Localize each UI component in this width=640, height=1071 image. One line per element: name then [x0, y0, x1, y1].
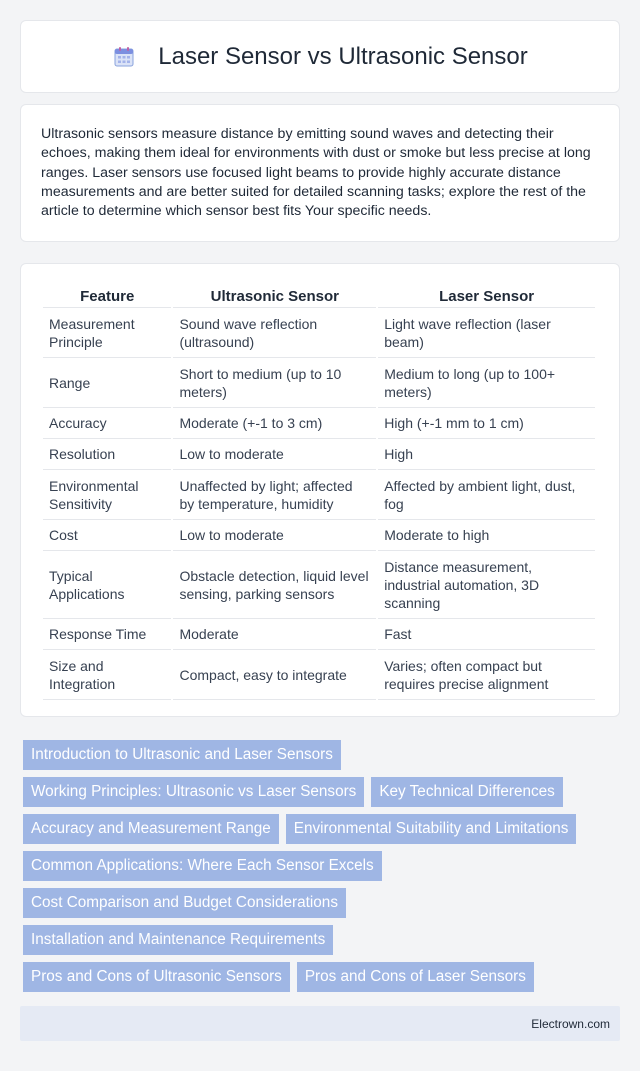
topic-link-accuracy[interactable]: Accuracy and Measurement Range — [23, 814, 279, 844]
table-cell: Response Time — [43, 619, 171, 650]
comparison-card — [20, 263, 620, 717]
table-cell: Moderate — [173, 619, 376, 650]
table-cell: Typical Applications — [43, 551, 171, 619]
table-cell: Fast — [378, 619, 595, 650]
table-cell: Range — [43, 358, 171, 408]
table-row — [43, 408, 595, 439]
calendar-icon — [112, 45, 136, 69]
table-cell: Short to medium (up to 10 meters) — [173, 358, 376, 408]
table-row — [43, 619, 595, 650]
title-wrap — [112, 43, 528, 71]
table-cell: Accuracy — [43, 408, 171, 439]
table-row — [43, 308, 595, 358]
table-cell: Measurement Principle — [43, 308, 171, 358]
table-cell: Obstacle detection, liquid level sensing, parking sensors — [173, 551, 376, 619]
intro-card — [20, 104, 620, 242]
table-cell: High (+-1 mm to 1 cm) — [378, 408, 595, 439]
footer-site: Electrown.com — [531, 1016, 610, 1031]
topic-link-pros-cons-laser[interactable]: Pros and Cons of Laser Sensors — [297, 962, 534, 992]
table-cell: Size and Integration — [43, 650, 171, 700]
topic-row — [23, 740, 623, 770]
topic-row — [23, 777, 623, 807]
table-cell: Affected by ambient light, dust, fog — [378, 470, 595, 520]
topic-links — [23, 740, 623, 999]
table-cell: Sound wave reflection (ultrasound) — [173, 308, 376, 358]
topic-link-environmental[interactable]: Environmental Suitability and Limitations — [286, 814, 577, 844]
topic-row — [23, 888, 623, 918]
table-cell: Compact, easy to integrate — [173, 650, 376, 700]
topic-row — [23, 962, 623, 992]
topic-link-pros-cons-ultrasonic[interactable]: Pros and Cons of Ultrasonic Sensors — [23, 962, 290, 992]
table-cell: Low to moderate — [173, 520, 376, 551]
topic-link-applications[interactable]: Common Applications: Where Each Sensor Excels — [23, 851, 382, 881]
topic-row — [23, 851, 623, 881]
header-feature: Feature — [43, 284, 171, 308]
table-cell: Moderate to high — [378, 520, 595, 551]
table-row — [43, 650, 595, 700]
topic-link-key-differences[interactable]: Key Technical Differences — [371, 777, 562, 807]
table-cell: Distance measurement, industrial automation, 3D scanning — [378, 551, 595, 619]
table-cell: Medium to long (up to 100+ meters) — [378, 358, 595, 408]
topic-row — [23, 814, 623, 844]
table-cell: Resolution — [43, 439, 171, 470]
table-cell: Environmental Sensitivity — [43, 470, 171, 520]
header-laser: Laser Sensor — [378, 284, 595, 308]
table-cell: Cost — [43, 520, 171, 551]
table-cell: Varies; often compact but requires precise alignment — [378, 650, 595, 700]
table-cell: Light wave reflection (laser beam) — [378, 308, 595, 358]
header-ultrasonic: Ultrasonic Sensor — [173, 284, 376, 308]
footer — [20, 1006, 620, 1041]
table-cell: Low to moderate — [173, 439, 376, 470]
table-cell: High — [378, 439, 595, 470]
table-row — [43, 439, 595, 470]
table-row — [43, 470, 595, 520]
title-card — [20, 20, 620, 93]
topic-link-working-principles[interactable]: Working Principles: Ultrasonic vs Laser Sensors — [23, 777, 364, 807]
topic-link-installation[interactable]: Installation and Maintenance Requirements — [23, 925, 333, 955]
intro-paragraph: Ultrasonic sensors measure distance by emitting sound waves and detecting their echoes, making them ideal for environments with dust or smoke but less precise at long ranges. Laser sensors use focused light beams to provide highly accurate distance measurements and are better suited for detailed scanning tasks; explore the rest of the article to determine which sensor best fits Your specific needs. — [41, 126, 591, 220]
table-row — [43, 358, 595, 408]
table-cell: Moderate (+-1 to 3 cm) — [173, 408, 376, 439]
topic-link-introduction[interactable]: Introduction to Ultrasonic and Laser Sensors — [23, 740, 341, 770]
page-title: Laser Sensor vs Ultrasonic Sensor — [158, 42, 528, 70]
topic-link-cost[interactable]: Cost Comparison and Budget Considerations — [23, 888, 346, 918]
comparison-table — [41, 284, 597, 700]
table-row — [43, 551, 595, 619]
table-row — [43, 520, 595, 551]
topic-row — [23, 925, 623, 955]
table-header-row — [43, 284, 595, 308]
table-cell: Unaffected by light; affected by temperature, humidity — [173, 470, 376, 520]
